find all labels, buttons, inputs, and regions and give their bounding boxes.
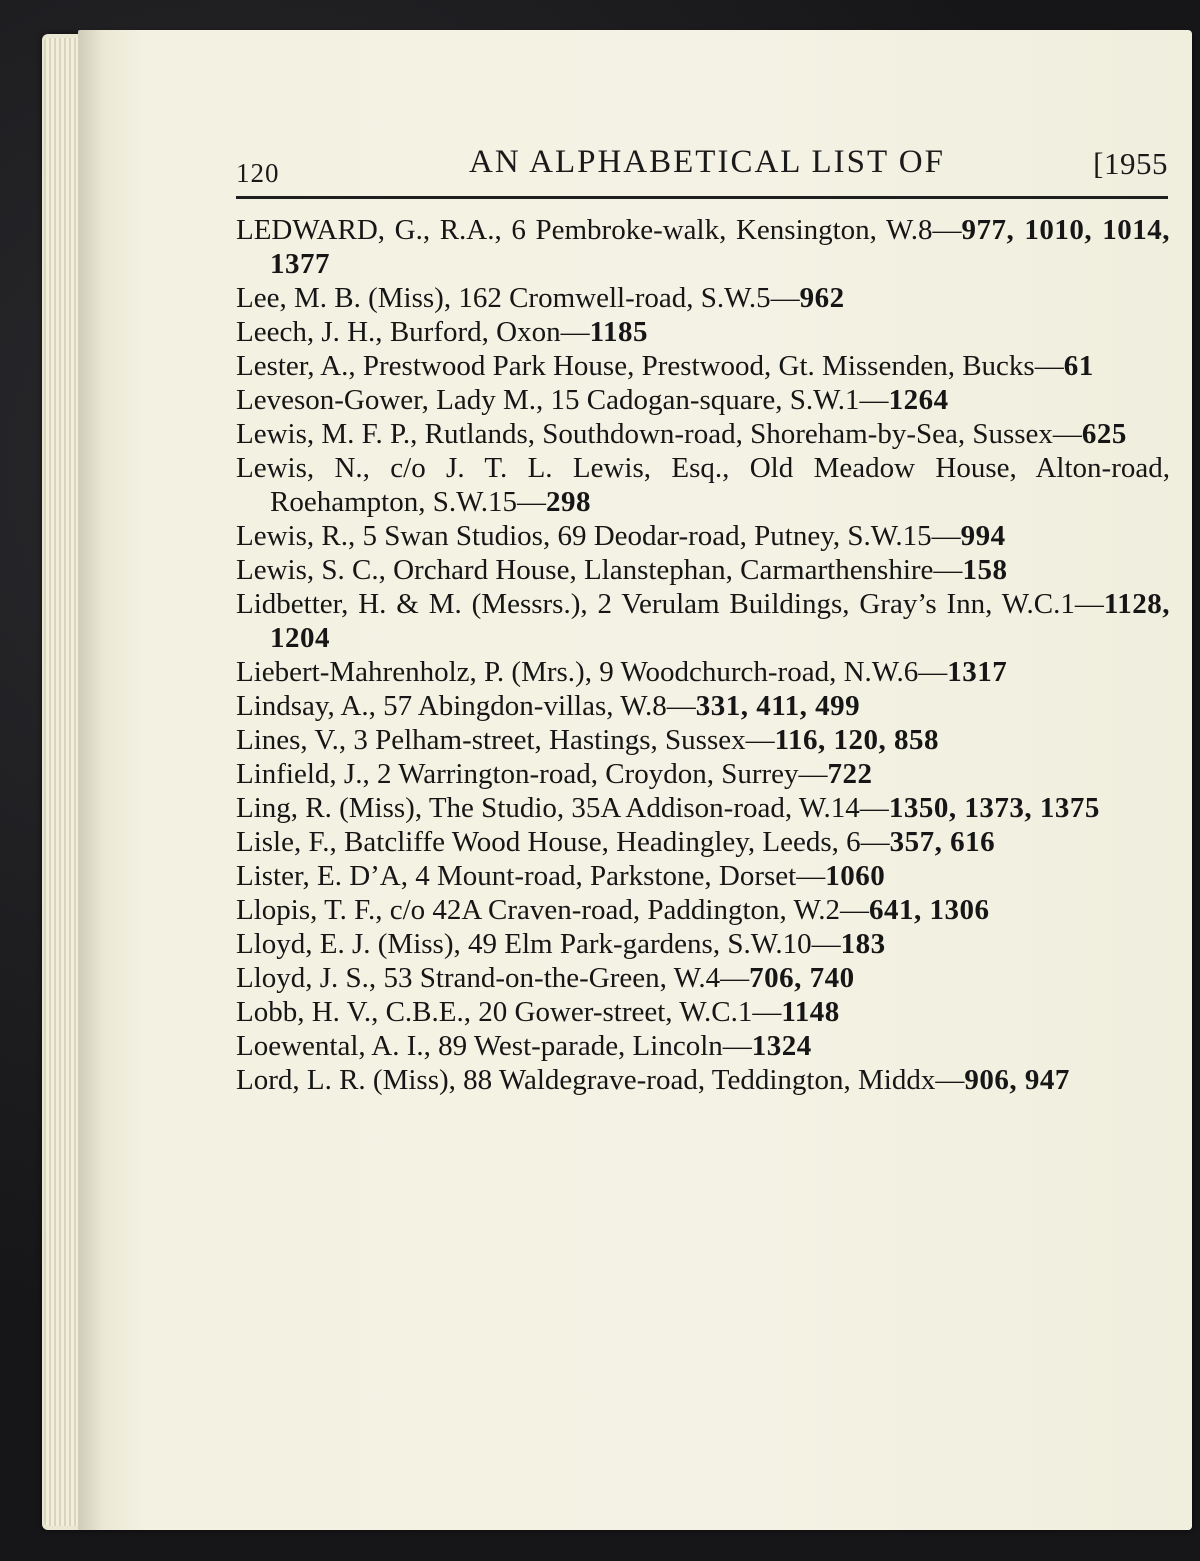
entry-address: 2 Warrington-road, Croydon, Surrey— — [369, 758, 828, 790]
entry-address: Batcliffe Wood House, Headingley, Leeds, 6— — [336, 826, 890, 858]
list-item — [236, 213, 1170, 281]
entry-address: 89 West-parade, Lincoln— — [430, 1030, 752, 1062]
entry-numbers: 61 — [1063, 350, 1094, 382]
entry-address: c/o 42A Craven-road, Paddington, W.2— — [382, 894, 869, 926]
entry-name: Ling, R. (Miss), — [236, 792, 423, 824]
entry-address: 49 Elm Park-gardens, S.W.10— — [460, 928, 841, 960]
entry-name: Loewental, A. I., — [236, 1030, 431, 1062]
entry-address: 4 Mount-road, Parkstone, Dorset— — [408, 860, 826, 892]
list-item — [236, 519, 1170, 553]
list-item — [236, 757, 1170, 791]
entry-numbers: 641, 1306 — [868, 894, 990, 926]
list-item — [236, 825, 1170, 859]
entry-numbers: 962 — [799, 282, 845, 314]
list-item — [236, 791, 1170, 825]
entry-numbers: 331, 411, 499 — [695, 690, 861, 722]
entry-name: Liebert-Mahrenholz, P. (Mrs.), — [236, 656, 592, 688]
entry-address: 2 Verulam Buildings, Gray’s Inn, W.C.1— — [587, 588, 1104, 620]
list-item — [236, 349, 1170, 383]
entry-address: 3 Pelham-street, Hastings, Sussex— — [346, 724, 775, 756]
list-item — [236, 927, 1170, 961]
entry-name: Lewis, S. C., — [236, 554, 386, 586]
entry-numbers: 994 — [960, 520, 1006, 552]
entry-name: Lloyd, E. J. (Miss), — [236, 928, 461, 960]
entry-numbers: 1264 — [888, 384, 949, 416]
list-item — [236, 995, 1170, 1029]
entry-name: Linfield, J., — [236, 758, 370, 790]
entry-name: Lidbetter, H. & M. (Messrs.), — [236, 588, 588, 620]
entry-name: Lines, V., — [236, 724, 347, 756]
entry-numbers: 722 — [827, 758, 873, 790]
year-marker: [1955 — [1093, 146, 1168, 181]
entry-numbers: 1350, 1373, 1375 — [888, 792, 1100, 824]
entry-name: Lister, E. D’A, — [236, 860, 408, 892]
list-item — [236, 1063, 1170, 1097]
entry-address: The Studio, 35A Addison-road, W.14— — [422, 792, 889, 824]
list-item — [236, 723, 1170, 757]
entry-name: LEDWARD, G., R.A., — [236, 214, 502, 246]
entry-list — [236, 213, 1170, 1097]
entry-name: Leech, J. H., — [236, 316, 383, 348]
list-item — [236, 587, 1170, 655]
list-item — [236, 417, 1170, 451]
entry-name: Lloyd, J. S., — [236, 962, 377, 994]
entry-numbers: 625 — [1081, 418, 1127, 450]
entry-address: Prestwood Park House, Prestwood, Gt. Missenden, Bucks— — [355, 350, 1064, 382]
list-item — [236, 689, 1170, 723]
entry-numbers: 1128, 1204 — [270, 588, 1170, 654]
list-item — [236, 655, 1170, 689]
entry-address: 5 Swan Studios, 69 Deodar-road, Putney, S.W.15— — [355, 520, 961, 552]
entry-numbers: 1148 — [781, 996, 840, 1028]
entry-address: 20 Gower-street, W.C.1— — [471, 996, 782, 1028]
entry-name: Lee, M. B. (Miss), — [236, 282, 452, 314]
list-item — [236, 451, 1170, 519]
entry-numbers: 357, 616 — [889, 826, 996, 858]
list-item — [236, 281, 1170, 315]
entry-numbers: 977, 1010, 1014, 1377 — [270, 214, 1170, 280]
entry-name: Leveson-Gower, Lady M., — [236, 384, 544, 416]
list-item — [236, 553, 1170, 587]
entry-numbers: 1185 — [589, 316, 648, 348]
running-header — [236, 140, 1168, 190]
entry-name: Lobb, H. V., C.B.E., — [236, 996, 471, 1028]
entry-name: Lewis, R., — [236, 520, 356, 552]
entry-name: Lewis, N., — [236, 452, 370, 484]
entry-numbers: 183 — [840, 928, 886, 960]
entry-address: Burford, Oxon— — [382, 316, 590, 348]
entry-address: 9 Woodchurch-road, N.W.6— — [591, 656, 948, 688]
entry-numbers: 298 — [546, 486, 592, 518]
entry-address: Rutlands, Southdown-road, Shoreham-by-Sea, Sussex— — [417, 418, 1082, 450]
gutter-shadow — [78, 30, 104, 1530]
entry-address: 88 Waldegrave-road, Teddington, Middx— — [455, 1064, 965, 1096]
entry-numbers: 158 — [962, 554, 1008, 586]
header-rule — [236, 196, 1168, 199]
entry-address: 6 Pembroke-walk, Kensington, W.8— — [501, 214, 962, 246]
entry-numbers: 1060 — [825, 860, 886, 892]
running-title: AN ALPHABETICAL LIST OF — [469, 144, 945, 180]
entry-name: Llopis, T. F., — [236, 894, 383, 926]
entry-address: c/o J. T. L. Lewis, Esq., Old Meadow House, Alton-road, Roehampton, S.W.15— — [270, 452, 1170, 518]
entry-name: Lindsay, A., — [236, 690, 376, 722]
entry-numbers: 1324 — [751, 1030, 812, 1062]
entry-numbers: 706, 740 — [749, 962, 855, 994]
entry-address: 57 Abingdon-villas, W.8— — [375, 690, 696, 722]
entry-address: 15 Cadogan-square, S.W.1— — [543, 384, 889, 416]
list-item — [236, 315, 1170, 349]
list-item — [236, 893, 1170, 927]
entry-numbers: 116, 120, 858 — [774, 724, 940, 756]
entry-name: Lisle, F., — [236, 826, 337, 858]
entry-address: 53 Strand-on-the-Green, W.4— — [376, 962, 750, 994]
entry-name: Lester, A., — [236, 350, 356, 382]
entry-name: Lord, L. R. (Miss), — [236, 1064, 456, 1096]
list-item — [236, 1029, 1170, 1063]
entry-address: 162 Cromwell-road, S.W.5— — [451, 282, 800, 314]
list-item — [236, 961, 1170, 995]
list-item — [236, 383, 1170, 417]
entry-address: Orchard House, Llanstephan, Carmarthenshire— — [385, 554, 963, 586]
entry-numbers: 1317 — [947, 656, 1008, 688]
entry-numbers: 906, 947 — [964, 1064, 1070, 1096]
entry-name: Lewis, M. F. P., — [236, 418, 418, 450]
page-number: 120 — [236, 158, 280, 188]
list-item — [236, 859, 1170, 893]
